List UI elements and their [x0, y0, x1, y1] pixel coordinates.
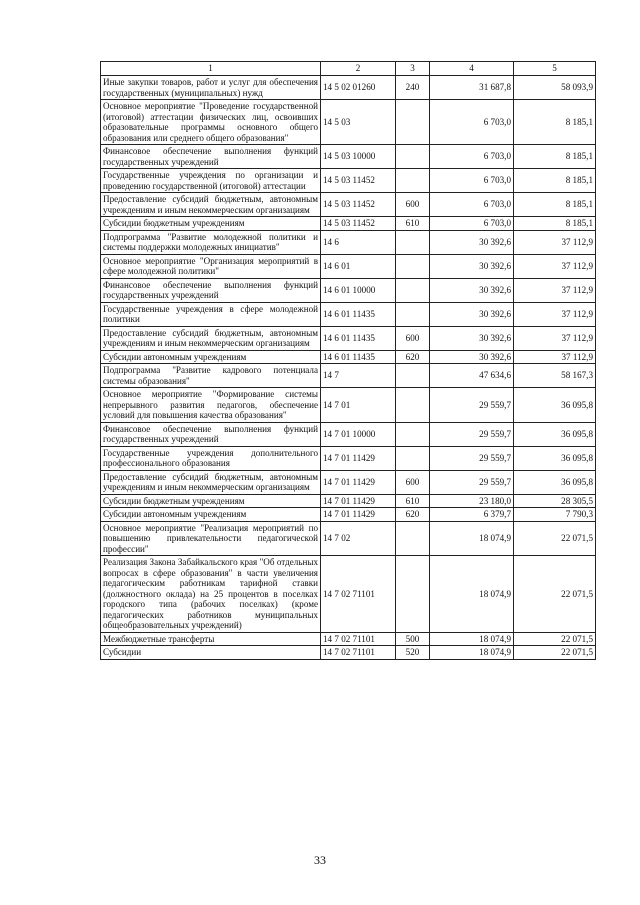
row-code-cell: 14 7 01 11429 — [321, 494, 396, 508]
row-value-2-cell: 36 095,8 — [514, 422, 596, 446]
row-value-2-cell: 37 112,9 — [514, 350, 596, 364]
table-row — [101, 169, 596, 193]
row-code-cell: 14 6 01 11435 — [321, 302, 396, 326]
row-expense-type-cell: 520 — [396, 646, 430, 660]
row-expense-type-cell — [396, 446, 430, 470]
row-value-1-cell: 6 703,0 — [430, 193, 514, 217]
row-name-cell: Государственные учреждения дополнительного профессионального образования — [101, 446, 321, 470]
row-value-2-cell: 8 185,1 — [514, 193, 596, 217]
table-row — [101, 446, 596, 470]
row-expense-type-cell: 610 — [396, 217, 430, 231]
table-row — [101, 145, 596, 169]
row-value-1-cell: 29 559,7 — [430, 470, 514, 494]
row-expense-type-cell — [396, 388, 430, 423]
row-name-cell: Государственные учреждения в сфере молодежной политики — [101, 302, 321, 326]
row-value-1-cell: 6 703,0 — [430, 169, 514, 193]
row-code-cell: 14 7 02 71101 — [321, 632, 396, 646]
table-row — [101, 278, 596, 302]
row-value-2-cell: 22 071,5 — [514, 632, 596, 646]
row-code-cell: 14 7 01 11429 — [321, 446, 396, 470]
row-code-cell: 14 6 01 10000 — [321, 278, 396, 302]
row-value-1-cell: 18 074,9 — [430, 556, 514, 633]
row-value-1-cell: 30 392,6 — [430, 254, 514, 278]
row-value-2-cell: 22 071,5 — [514, 521, 596, 556]
table-row — [101, 556, 596, 633]
row-expense-type-cell: 620 — [396, 350, 430, 364]
row-value-2-cell: 58 167,3 — [514, 364, 596, 388]
row-code-cell: 14 7 01 11429 — [321, 508, 396, 522]
table-row — [101, 388, 596, 423]
row-expense-type-cell — [396, 302, 430, 326]
table-row — [101, 494, 596, 508]
row-code-cell: 14 7 01 11429 — [321, 470, 396, 494]
row-name-cell: Субсидии бюджетным учреждениям — [101, 217, 321, 231]
table-row — [101, 230, 596, 254]
row-value-1-cell: 29 559,7 — [430, 422, 514, 446]
row-name-cell: Субсидии — [101, 646, 321, 660]
page-number: 33 — [314, 853, 326, 867]
row-value-2-cell: 28 305,5 — [514, 494, 596, 508]
row-expense-type-cell — [396, 422, 430, 446]
row-expense-type-cell — [396, 278, 430, 302]
row-name-cell: Субсидии автономным учреждениям — [101, 508, 321, 522]
row-expense-type-cell: 620 — [396, 508, 430, 522]
row-expense-type-cell — [396, 169, 430, 193]
table-row — [101, 193, 596, 217]
row-name-cell: Основное мероприятие "Реализация мероприятий по повышению привлекательности педагогической профессии" — [101, 521, 321, 556]
row-value-2-cell: 37 112,9 — [514, 254, 596, 278]
row-name-cell: Предоставление субсидий бюджетным, автономным учреждениям и иным некоммерческим организациям — [101, 470, 321, 494]
row-value-1-cell: 30 392,6 — [430, 230, 514, 254]
row-value-2-cell: 58 093,9 — [514, 76, 596, 100]
table-row — [101, 326, 596, 350]
row-name-cell: Субсидии автономным учреждениям — [101, 350, 321, 364]
row-code-cell: 14 5 02 01260 — [321, 76, 396, 100]
row-value-1-cell: 30 392,6 — [430, 350, 514, 364]
row-value-1-cell: 30 392,6 — [430, 278, 514, 302]
row-value-1-cell: 30 392,6 — [430, 326, 514, 350]
row-expense-type-cell: 600 — [396, 326, 430, 350]
row-name-cell: Подпрограмма "Развитие молодежной политики и системы поддержки молодежных инициатив" — [101, 230, 321, 254]
row-value-1-cell: 23 180,0 — [430, 494, 514, 508]
row-name-cell: Финансовое обеспечение выполнения функций государственных учреждений — [101, 422, 321, 446]
row-value-1-cell: 6 703,0 — [430, 100, 514, 145]
row-name-cell: Государственные учреждения по организации и проведению государственной (итоговой) аттестации — [101, 169, 321, 193]
row-name-cell: Субсидии бюджетным учреждениям — [101, 494, 321, 508]
row-value-2-cell: 22 071,5 — [514, 646, 596, 660]
row-value-1-cell: 47 634,6 — [430, 364, 514, 388]
row-code-cell: 14 5 03 — [321, 100, 396, 145]
table-row — [101, 350, 596, 364]
row-expense-type-cell — [396, 521, 430, 556]
budget-table — [100, 61, 596, 660]
table-row — [101, 521, 596, 556]
table-row — [101, 646, 596, 660]
row-value-1-cell: 30 392,6 — [430, 302, 514, 326]
row-value-2-cell: 8 185,1 — [514, 217, 596, 231]
row-name-cell: Предоставление субсидий бюджетным, автономным учреждениям и иным некоммерческим организациям — [101, 193, 321, 217]
row-name-cell: Иные закупки товаров, работ и услуг для обеспечения государственных (муниципальных) нужд — [101, 76, 321, 100]
row-value-1-cell: 18 074,9 — [430, 632, 514, 646]
row-value-2-cell: 37 112,9 — [514, 326, 596, 350]
table-row — [101, 302, 596, 326]
row-code-cell: 14 7 01 — [321, 388, 396, 423]
row-code-cell: 14 7 01 10000 — [321, 422, 396, 446]
table-row — [101, 100, 596, 145]
row-expense-type-cell: 600 — [396, 470, 430, 494]
row-code-cell: 14 5 03 11452 — [321, 193, 396, 217]
table-row — [101, 470, 596, 494]
row-expense-type-cell — [396, 230, 430, 254]
table-row — [101, 254, 596, 278]
row-code-cell: 14 6 01 11435 — [321, 326, 396, 350]
row-value-1-cell: 6 379,7 — [430, 508, 514, 522]
row-expense-type-cell — [396, 254, 430, 278]
header-cell-4: 4 — [430, 62, 514, 76]
table-row — [101, 217, 596, 231]
row-name-cell: Основное мероприятие "Организация мероприятий в сфере молодежной политики" — [101, 254, 321, 278]
row-code-cell: 14 7 — [321, 364, 396, 388]
row-value-2-cell: 8 185,1 — [514, 169, 596, 193]
header-cell-3: 3 — [396, 62, 430, 76]
row-code-cell: 14 6 01 — [321, 254, 396, 278]
header-cell-1: 1 — [101, 62, 321, 76]
row-value-2-cell: 8 185,1 — [514, 100, 596, 145]
table-row — [101, 76, 596, 100]
row-code-cell: 14 5 03 10000 — [321, 145, 396, 169]
row-value-2-cell: 36 095,8 — [514, 388, 596, 423]
row-name-cell: Межбюджетные трансферты — [101, 632, 321, 646]
row-value-2-cell: 7 790,3 — [514, 508, 596, 522]
row-name-cell: Основное мероприятие "Проведение государственной (итоговой) аттестации физических лиц, освоивших образовательные программы основного общего образования или среднего общего образования" — [101, 100, 321, 145]
row-value-2-cell: 36 095,8 — [514, 446, 596, 470]
row-name-cell: Подпрограмма "Развитие кадрового потенциала системы образования" — [101, 364, 321, 388]
row-value-1-cell: 31 687,8 — [430, 76, 514, 100]
row-expense-type-cell — [396, 556, 430, 633]
row-name-cell: Предоставление субсидий бюджетным, автономным учреждениям и иным некоммерческим организациям — [101, 326, 321, 350]
table-row — [101, 364, 596, 388]
row-value-1-cell: 29 559,7 — [430, 446, 514, 470]
row-code-cell: 14 5 03 11452 — [321, 217, 396, 231]
row-name-cell: Реализация Закона Забайкальского края "Об отдельных вопросах в сфере образования" в части увеличения педагогическим работникам тарифной ставки (должностного оклада) на 25 процентов в поселках городского типа (рабочих поселках) (кроме педагогических работников муниципальных общеобразовательных учреждений) — [101, 556, 321, 633]
row-expense-type-cell — [396, 100, 430, 145]
row-value-2-cell: 37 112,9 — [514, 230, 596, 254]
row-code-cell: 14 6 01 11435 — [321, 350, 396, 364]
row-name-cell: Основное мероприятие "Формирование системы непрерывного развития педагогов, обеспечение условий для повышения качества образования" — [101, 388, 321, 423]
row-value-1-cell: 29 559,7 — [430, 388, 514, 423]
header-cell-5: 5 — [514, 62, 596, 76]
row-value-2-cell: 37 112,9 — [514, 278, 596, 302]
row-expense-type-cell — [396, 364, 430, 388]
row-expense-type-cell — [396, 145, 430, 169]
row-name-cell: Финансовое обеспечение выполнения функций государственных учреждений — [101, 145, 321, 169]
row-value-1-cell: 18 074,9 — [430, 521, 514, 556]
row-value-2-cell: 37 112,9 — [514, 302, 596, 326]
row-value-2-cell: 36 095,8 — [514, 470, 596, 494]
row-expense-type-cell: 240 — [396, 76, 430, 100]
table-body — [101, 76, 596, 660]
table-row — [101, 632, 596, 646]
row-code-cell: 14 6 — [321, 230, 396, 254]
row-value-1-cell: 6 703,0 — [430, 145, 514, 169]
header-row — [101, 62, 596, 76]
row-code-cell: 14 5 03 11452 — [321, 169, 396, 193]
row-value-1-cell: 18 074,9 — [430, 646, 514, 660]
row-expense-type-cell: 500 — [396, 632, 430, 646]
header-cell-2: 2 — [321, 62, 396, 76]
row-code-cell: 14 7 02 71101 — [321, 556, 396, 633]
row-value-2-cell: 8 185,1 — [514, 145, 596, 169]
row-expense-type-cell: 610 — [396, 494, 430, 508]
row-name-cell: Финансовое обеспечение выполнения функций государственных учреждений — [101, 278, 321, 302]
row-expense-type-cell: 600 — [396, 193, 430, 217]
row-code-cell: 14 7 02 — [321, 521, 396, 556]
table-row — [101, 422, 596, 446]
row-value-2-cell: 22 071,5 — [514, 556, 596, 633]
row-value-1-cell: 6 703,0 — [430, 217, 514, 231]
row-code-cell: 14 7 02 71101 — [321, 646, 396, 660]
table-row — [101, 508, 596, 522]
